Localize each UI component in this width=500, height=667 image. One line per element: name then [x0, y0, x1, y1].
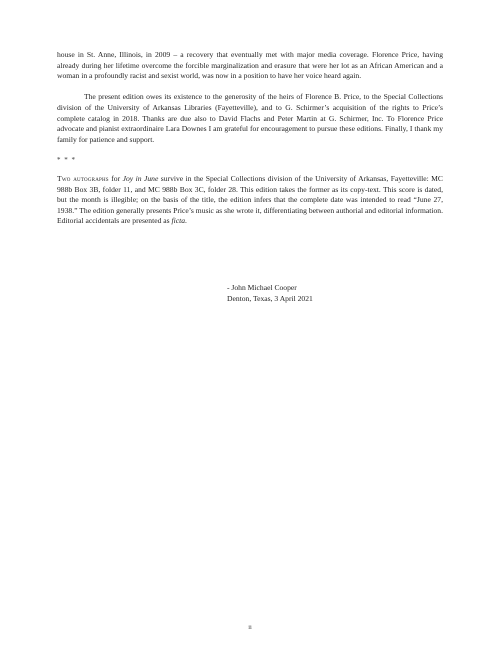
paragraph-source-notes: [57, 174, 443, 227]
work-title: Joy in June: [122, 173, 159, 183]
notes-end: .: [185, 216, 187, 226]
paragraph-acknowledgments: The present edition owes its existence to the generosity of the heirs of Florence B. Price, to the Special Collections division of the University of Arkansas Libraries (Fayetteville), and to G. Schirmer’s acquisition of the rights to Price’s complete catalog in 2018. Thanks are due also to David Flachs and Peter Martin at G. Schirmer, Inc. To Florence Price advocate and pianist extraordinaire Lara Downes I am grateful for encouragement to pursue these editions. Finally, I thank my family for patience and support.: [57, 92, 443, 144]
signature-block: [227, 283, 313, 304]
notes-for-word: for: [108, 173, 123, 183]
section-separator: * * *: [57, 156, 76, 165]
document-body: [57, 50, 443, 227]
paragraph-recovery: house in St. Anne, Illinois, in 2009 – a recovery that eventually met with major media coverage. Florence Price, having already during her lifetime overcome the forcible marginalization and erasure that were her lot as an African American and a woman in a profoundly racist and sexist world, was now in a position to have her voice heard again.: [57, 50, 443, 81]
notes-lead-smallcaps: Two autographs: [57, 173, 109, 183]
page-number: ii: [248, 624, 252, 631]
signature-name: - John Michael Cooper: [227, 283, 297, 292]
notes-body: survive in the Special Collections division of the University of Arkansas, Fayetteville: MC 988b Box 3B, folder 11, and MC 988b Box 3C, folder 28. This edition takes the former as its copy-text. This score is dated, but the month is illegible; on the basis of the title, the edition infers that the complete date was intended to read “June 27, 1938.” The edition generally presents Price’s music as she wrote it, differentiating between authorial and editorial information. Editorial accidentals are presented as: [57, 173, 443, 226]
ficta-term: ficta: [171, 216, 185, 226]
signature-place-date: Denton, Texas, 3 April 2021: [227, 293, 313, 303]
